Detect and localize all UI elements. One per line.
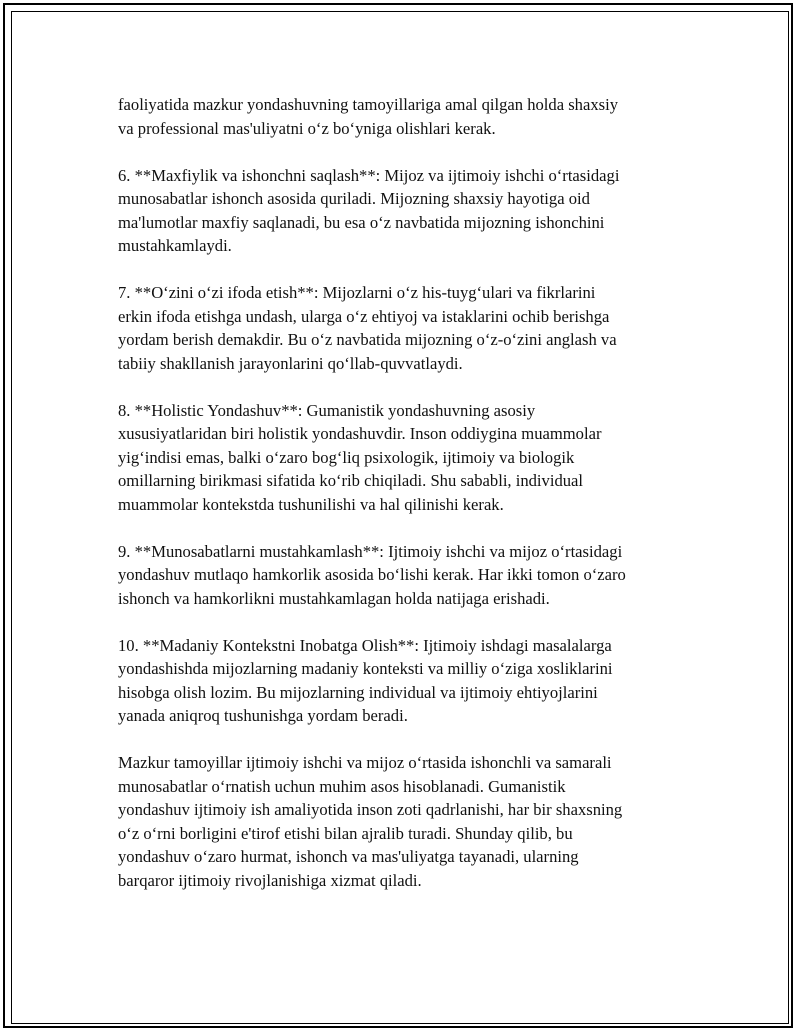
paragraph-item-7: 7. **O‘zini o‘zi ifoda etish**: Mijozlarni o‘z his-tuyg‘ulari va fikrlarini erkin ifoda etishga undash, ularga o‘z ehtiyoj va istaklarini ochib berishga yordam berish demakdir. Bu o‘z navbatida mijozning o‘z-o‘zini anglash va tabiiy shakllanish jarayonlarini qo‘llab-quvvatlaydi. — [118, 283, 617, 373]
paragraph-item-9: 9. **Munosabatlarni mustahkamlash**: Ijtimoiy ishchi va mijoz o‘rtasidagi yondashuv mutlaqo hamkorlik asosida bo‘lishi kerak. Har ikki tomon o‘zaro ishonch va hamkorlikni mustahkamlagan holda natijaga erishadi. — [118, 541, 626, 608]
paragraph-item-6: 6. **Maxfiylik va ishonchni saqlash**: Mijoz va ijtimoiy ishchi o‘rtasidagi munosabatlar ishonch asosida quriladi. Mijozning shaxsiy hayotiga oid ma'lumotlar maxfiy saqlanadi, bu esa o‘z navbatida mijozning ishonchini mustahkamlaydi. — [118, 165, 620, 255]
paragraph-item-10: 10. **Madaniy Kontekstni Inobatga Olish**: Ijtimoiy ishdagi masalalarga yondashishda mijozlarning madaniy konteksti va milliy o‘ziga xosliklarini hisobga olish lozim. Bu mijozlarning individual va ijtimoiy ehtiyojlarini yanada aniqroq tushunishga yordam beradi. — [118, 635, 613, 725]
document-body — [118, 93, 690, 916]
paragraph-item-8: 8. **Holistic Yondashuv**: Gumanistik yondashuvning asosiy xususiyatlaridan biri holistik yondashuvdir. Inson oddiygina muammolar yig‘indisi emas, balki o‘zaro bog‘liq psixologik, ijtimoiy va biologik omillarning birikmasi sifatida ko‘rib chiqiladi. Shu sababli, individual muammolar kontekstda tushunilishi va hal qilinishi kerak. — [118, 400, 602, 514]
paragraph-conclusion: Mazkur tamoyillar ijtimoiy ishchi va mijoz o‘rtasida ishonchli va samarali munosabatlar o‘rnatish uchun muhim asos hisoblanadi. Gumanistik yondashuv ijtimoiy ish amaliyotida inson zoti qadrlanishi, har bir shaxsning o‘z o‘rni borligini e'tirof etishi bilan ajralib turadi. Shunday qilib, bu yondashuv o‘zaro hurmat, ishonch va mas'uliyatga tayanadi, ularning barqaror ijtimoiy rivojlanishiga xizmat qiladi. — [118, 753, 623, 890]
paragraph-continuation: faoliyatida mazkur yondashuvning tamoyillariga amal qilgan holda shaxsiy va professional mas'uliyatni o‘z bo‘yniga olishlari kerak. — [118, 95, 618, 138]
